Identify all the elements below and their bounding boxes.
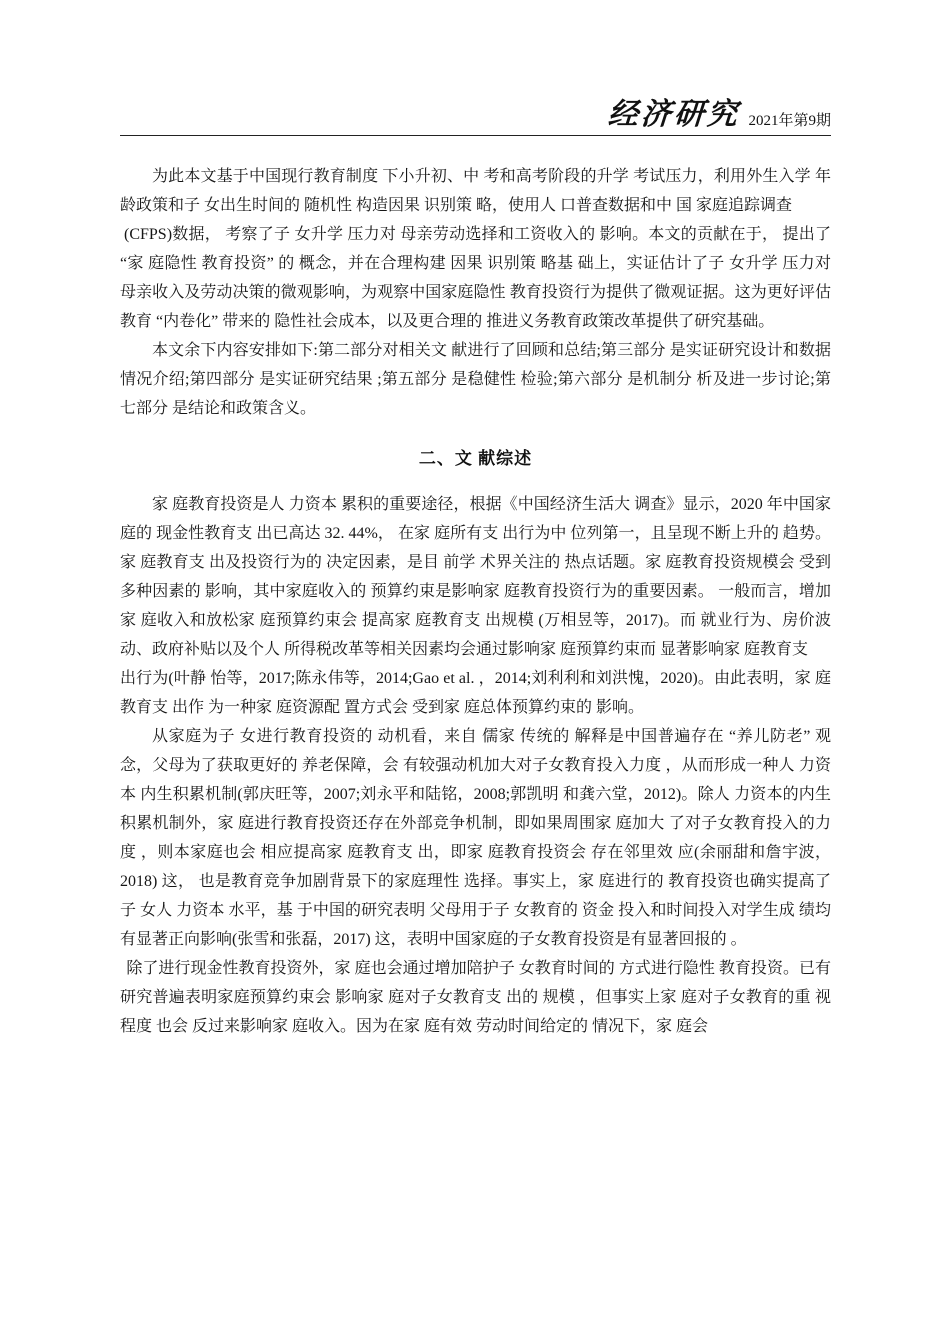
paragraph-outline: 本文余下内容安排如下:第二部分对相关文 献进行了回顾和总结;第三部分 是实证研究设计和数据情况介绍;第四部分 是实证研究结果 ;第五部分 是稳健性 检验;第六部分 是机制分 析及进一步讨论;第七部分 是结论和政策含义。 [120,342,831,417]
article-body [120,162,831,1041]
journal-issue: 2021年第9期 [748,113,831,129]
paragraph-intro-2: (CFPS)数据， 考察了子 女升学 压力对 母亲劳动选择和工资收入的 影响。本文的贡献在于， 提出了 “家 庭隐性 教育投资” 的 概念，并在合理构建 因果 识别策 略基 础上，实证估计了子 女升学 压力对 母亲收入及劳动决策的微观影响，为观察中国家庭隐性 教育投资行为提供了微观证据。这为更好评估教育 “内卷化” 带来的 隐性社会成本，以及更合理的 推进义务教育政策改革提供了研究基础。 [120,226,831,330]
paragraph-literature-3: 除了进行现金性教育投资外，家 庭也会通过增加陪护子 女教育时间的 方式进行隐性 教育投资。已有研究普遍表明家庭预算约束会 影响家 庭对子女教育支 出的 规模 ，但事实上家 庭对子女教育的重 视程度 也会 反过来影响家 庭收入。因为在家 庭有效 劳动时间给定的 情况下，家 庭会 [120,960,831,1035]
paragraph-literature-1: 家 庭教育投资是人 力资本 累积的重要途径，根据《中国经济生活大 调查》显示，2020 年中国家庭的 现金性教育支 出已高达 32. 44%， 在家 庭所有支 出行为中 位列第一，且呈现不断上升的 趋势。家 庭教育支 出及投资行为的 决定因素，是目 前学 术界关注的 热点话题。家 庭教育投资规模会 受到多种因素的 影响，其中家庭收入的 预算约束是影响家 庭教育投资行为的重要因素。 一般而言，增加家 庭收入和放松家 庭预算约束会 提高家 庭教育支 出规模 (万相昱等，2017)。而 就业行为、房价波动、政府补贴以及个人 所得税改革等相关因素均会通过影响家 庭预算约束而 显著影响家 庭教育支 [120,496,831,658]
paragraph-literature-1-continued: 出行为(叶静 怡等，2017;陈永伟等，2014;Gao et al. ，2014;刘利利和刘洪愧，2020)。由此表明，家 庭教育支 出作 为一种家 庭资源配 置方式会 受到家 庭总体预算约束的 影响。 [120,670,831,716]
journal-header [120,97,831,136]
section-heading-literature-review: 二、文 献综述 [418,449,533,468]
paragraph-literature-2: 从家庭为子 女进行教育投资的 动机看，来自 儒家 传统的 解释是中国普遍存在 “养儿防老” 观念，父母为了获取更好的 养老保障，会 有较强动机加大对子女教育投入力度 ，从而形成一种人 力资本 内生积累机制(郭庆旺等，2007;刘永平和陆铭，2008;郭凯明 和龚六堂，2012)。除人 力资本的内生积累机制外，家 庭进行教育投资还存在外部竞争机制，即如果周围家 庭加大 了对子女教育投入的力度 ，则本家庭也会 相应提高家 庭教育支 出，即家 庭教育投资会 存在邻里效 应(余丽甜和詹宇波， 2018) 这， 也是教育竞争加剧背景下的家庭理性 选择。事实上，家 庭进行的 教育投资也确实提高了子 女人 力资本 水平，基 于中国的研究表明 父母用于子 女教育的 资金 投入和时间投入对学生成 绩均有显著正向影响(张雪和张磊，2017) 这，表明中国家庭的子女教育投资是有显著回报的 。 [120,728,831,948]
paragraph-intro-1: 为此本文基于中国现行教育制度 下小升初、中 考和高考阶段的升学 考试压力，利用外生入学 年龄政策和子 女出生时间的 随机性 构造因果 识别策 略，使用人 口普查数据和中 国 家庭追踪调查 [120,168,831,214]
journal-logo: 经济研究 [607,97,742,132]
